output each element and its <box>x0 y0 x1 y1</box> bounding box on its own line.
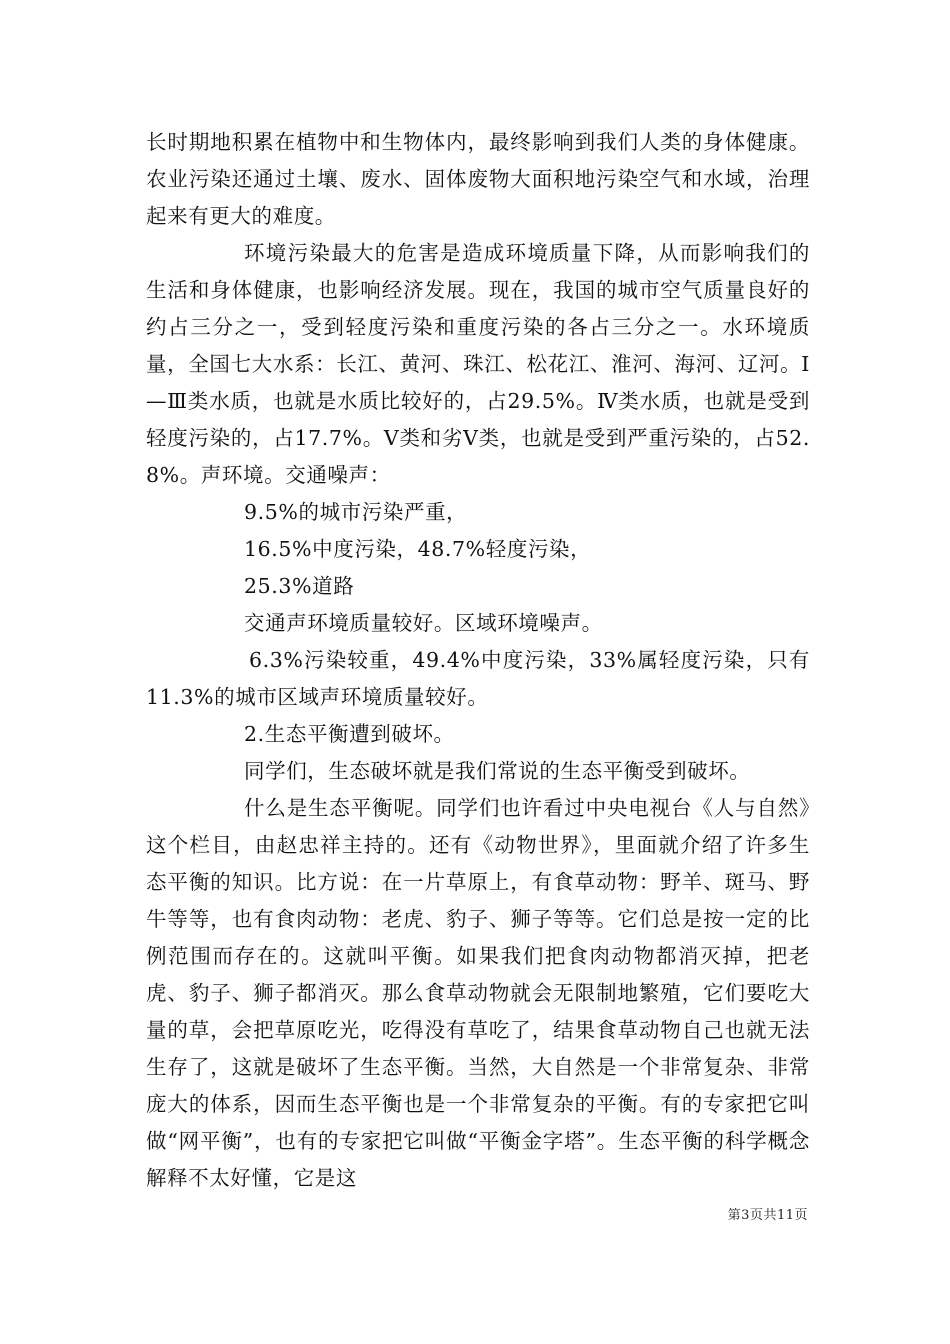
paragraph-4: 16.5%中度污染，48.7%轻度污染， <box>244 537 592 561</box>
paragraph-10: 什么是生态平衡呢。同学们也许看过中央电视台《人与自然》这个栏目，由赵忠祥主持的。还有《动物世界》，里面就介绍了许多生态平衡的知识。比方说：在一片草原上，有食草动物：野羊、斑马、野牛等等，也有食肉动物：老虎、豹子、狮子等等。它们总是按一定的比例范围而存在的。这就叫平衡。如果我们把食肉动物都消灭掉，把老虎、豹子、狮子都消灭。那么食草动物就会无限制地繁殖，它们要吃大量的草，会把草原吃光，吃得没有草吃了，结果食草动物自己也就无法生存了，这就是破坏了生态平衡。当然，大自然是一个非常复杂、非常庞大的体系，因而生态平衡也是一个非常复杂的平衡。有的专家把它叫做“网平衡”，也有的专家把它叫做“平衡金字塔”。生态平衡的科学概念解释不太好懂，它是这 <box>146 796 810 1190</box>
document-body <box>146 124 810 1197</box>
paragraph-8: 2.生态平衡遭到破坏。 <box>244 722 455 746</box>
paragraph-7: 6.3%污染较重，49.4%中度污染，33%属轻度污染，只有11.3%的城市区域声环境质量较好。 <box>146 648 810 709</box>
paragraph-3: 9.5%的城市污染严重， <box>244 500 468 524</box>
paragraph-1: 长时期地积累在植物中和生物体内，最终影响到我们人类的身体健康。农业污染还通过土壤、废水、固体废物大面积地污染空气和水域，治理起来有更大的难度。 <box>146 130 810 228</box>
paragraph-5: 25.3%道路 <box>244 574 355 598</box>
paragraph-6: 交通声环境质量较好。区域环境噪声。 <box>244 611 603 635</box>
page-number: 第3页共11页 <box>727 1208 808 1223</box>
paragraph-9: 同学们，生态破坏就是我们常说的生态平衡受到破坏。 <box>244 759 751 783</box>
paragraph-2: 环境污染最大的危害是造成环境质量下降，从而影响我们的生活和身体健康，也影响经济发展。现在，我国的城市空气质量良好的约占三分之一，受到轻度污染和重度污染的各占三分之一。水环境质量，全国七大水系：长江、黄河、珠江、松花江、淮河、海河、辽河。Ⅰ—Ⅲ类水质，也就是水质比较好的，占29.5%。Ⅳ类水质，也就是受到轻度污染的，占17.7%。Ⅴ类和劣Ⅴ类，也就是受到严重污染的，占52.8%。声环境。交通噪声： <box>146 241 810 487</box>
